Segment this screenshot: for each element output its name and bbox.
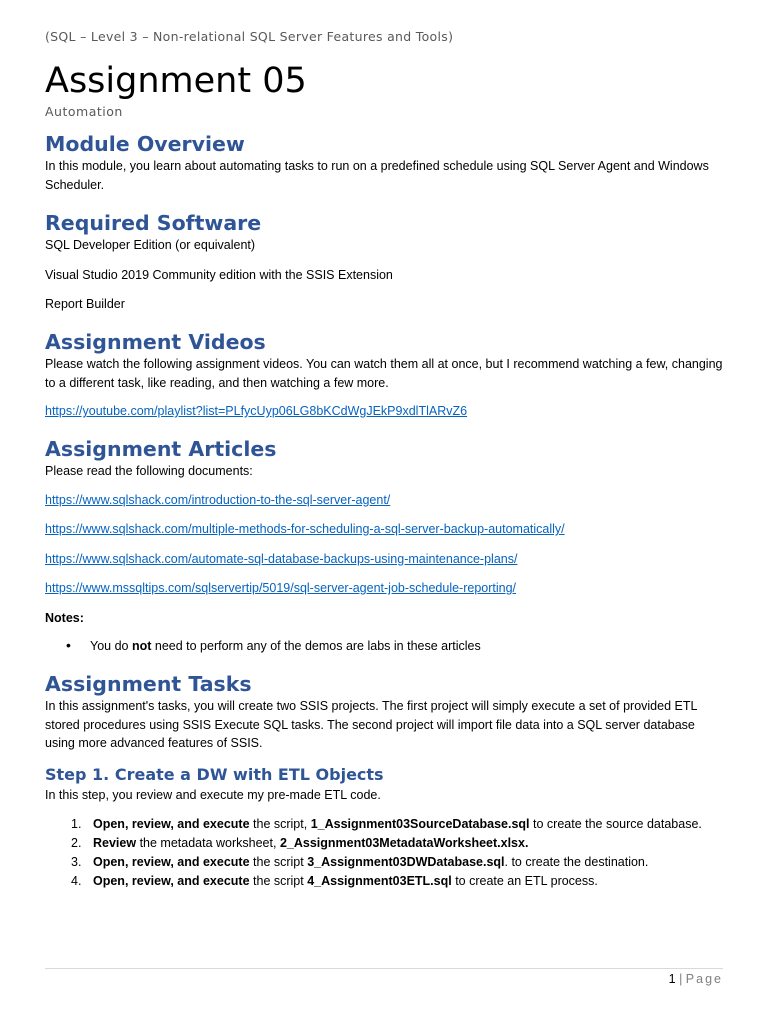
software-item: Report Builder (45, 297, 125, 311)
bullet-icon: • (66, 637, 71, 653)
header (45, 28, 725, 121)
page-subtitle: Automation (45, 103, 123, 119)
step1-heading: Step 1. Create a DW with ETL Objects (45, 765, 384, 784)
article-link[interactable]: https://www.mssqltips.com/sqlservertip/5019/sql-server-agent-job-schedule-reporting/ (45, 581, 517, 595)
required-software-heading: Required Software (45, 211, 262, 235)
assignment-articles-section (45, 436, 725, 655)
software-item: Visual Studio 2019 Community edition with the SSIS Extension (45, 267, 393, 282)
assignment-tasks-section (45, 671, 725, 753)
list-item: 3. Open, review, and execute the script 3_Assignment03DWDatabase.sql. to create the destination. (71, 854, 649, 869)
list-item: • You do not need to perform any of the demos are labs in these articles (66, 637, 481, 653)
software-item: SQL Developer Edition (or equivalent) (45, 238, 256, 252)
assignment-videos-heading: Assignment Videos (45, 330, 266, 354)
article-link[interactable]: https://www.sqlshack.com/introduction-to-the-sql-server-agent/ (45, 492, 391, 507)
step1-text: In this step, you review and execute my pre-made ETL code. (45, 788, 381, 802)
page-separator: | (675, 972, 686, 986)
module-overview-text: In this module, you learn about automating tasks to run on a predefined schedule using SQL Server Agent and Windows Scheduler. (45, 159, 709, 192)
notes-label: Notes: (45, 610, 84, 625)
module-overview-heading: Module Overview (45, 132, 245, 156)
assignment-videos-text: Please watch the following assignment videos. You can watch them all at once, but I recommend watching a few, changing to a different task, like reading, and then watching a few more. (45, 357, 723, 390)
notes-list (45, 637, 725, 655)
page-number: 1 (668, 972, 676, 986)
page-footer (669, 972, 723, 986)
course-line: (SQL – Level 3 – Non-relational SQL Server Features and Tools) (45, 29, 454, 44)
step1-section (45, 764, 725, 891)
footer-divider (45, 968, 723, 969)
module-overview-section (45, 131, 725, 194)
list-item: 1. Open, review, and execute the script, 1_Assignment03SourceDatabase.sql to create the source database. (71, 816, 702, 831)
page-title: Assignment 05 (45, 60, 307, 101)
step1-list (45, 815, 725, 891)
list-item: 2. Review the metadata worksheet, 2_Assignment03MetadataWorksheet.xlsx. (71, 835, 529, 850)
required-software-section (45, 210, 725, 314)
assignment-articles-heading: Assignment Articles (45, 437, 277, 461)
assignment-tasks-heading: Assignment Tasks (45, 672, 252, 696)
video-playlist-link[interactable]: https://youtube.com/playlist?list=PLfycUyp06LG8bKCdWgJEkP9xdlTlARvZ6 (45, 404, 468, 418)
article-link[interactable]: https://www.sqlshack.com/multiple-methods-for-scheduling-a-sql-server-backup-automatically/ (45, 522, 565, 536)
assignment-tasks-text: In this assignment's tasks, you will create two SSIS projects. The first project will simply execute a set of provided ETL stored procedures using SSIS Execute SQL tasks. The second project will import file data into a SQL server database using more advanced features of SSIS. (45, 699, 697, 750)
article-link[interactable]: https://www.sqlshack.com/automate-sql-database-backups-using-maintenance-plans/ (45, 551, 518, 566)
list-item: 4. Open, review, and execute the script 4_Assignment03ETL.sql to create an ETL process. (71, 873, 598, 888)
assignment-videos-section (45, 329, 725, 421)
page-label: Page (685, 972, 723, 986)
assignment-articles-text: Please read the following documents: (45, 464, 253, 478)
